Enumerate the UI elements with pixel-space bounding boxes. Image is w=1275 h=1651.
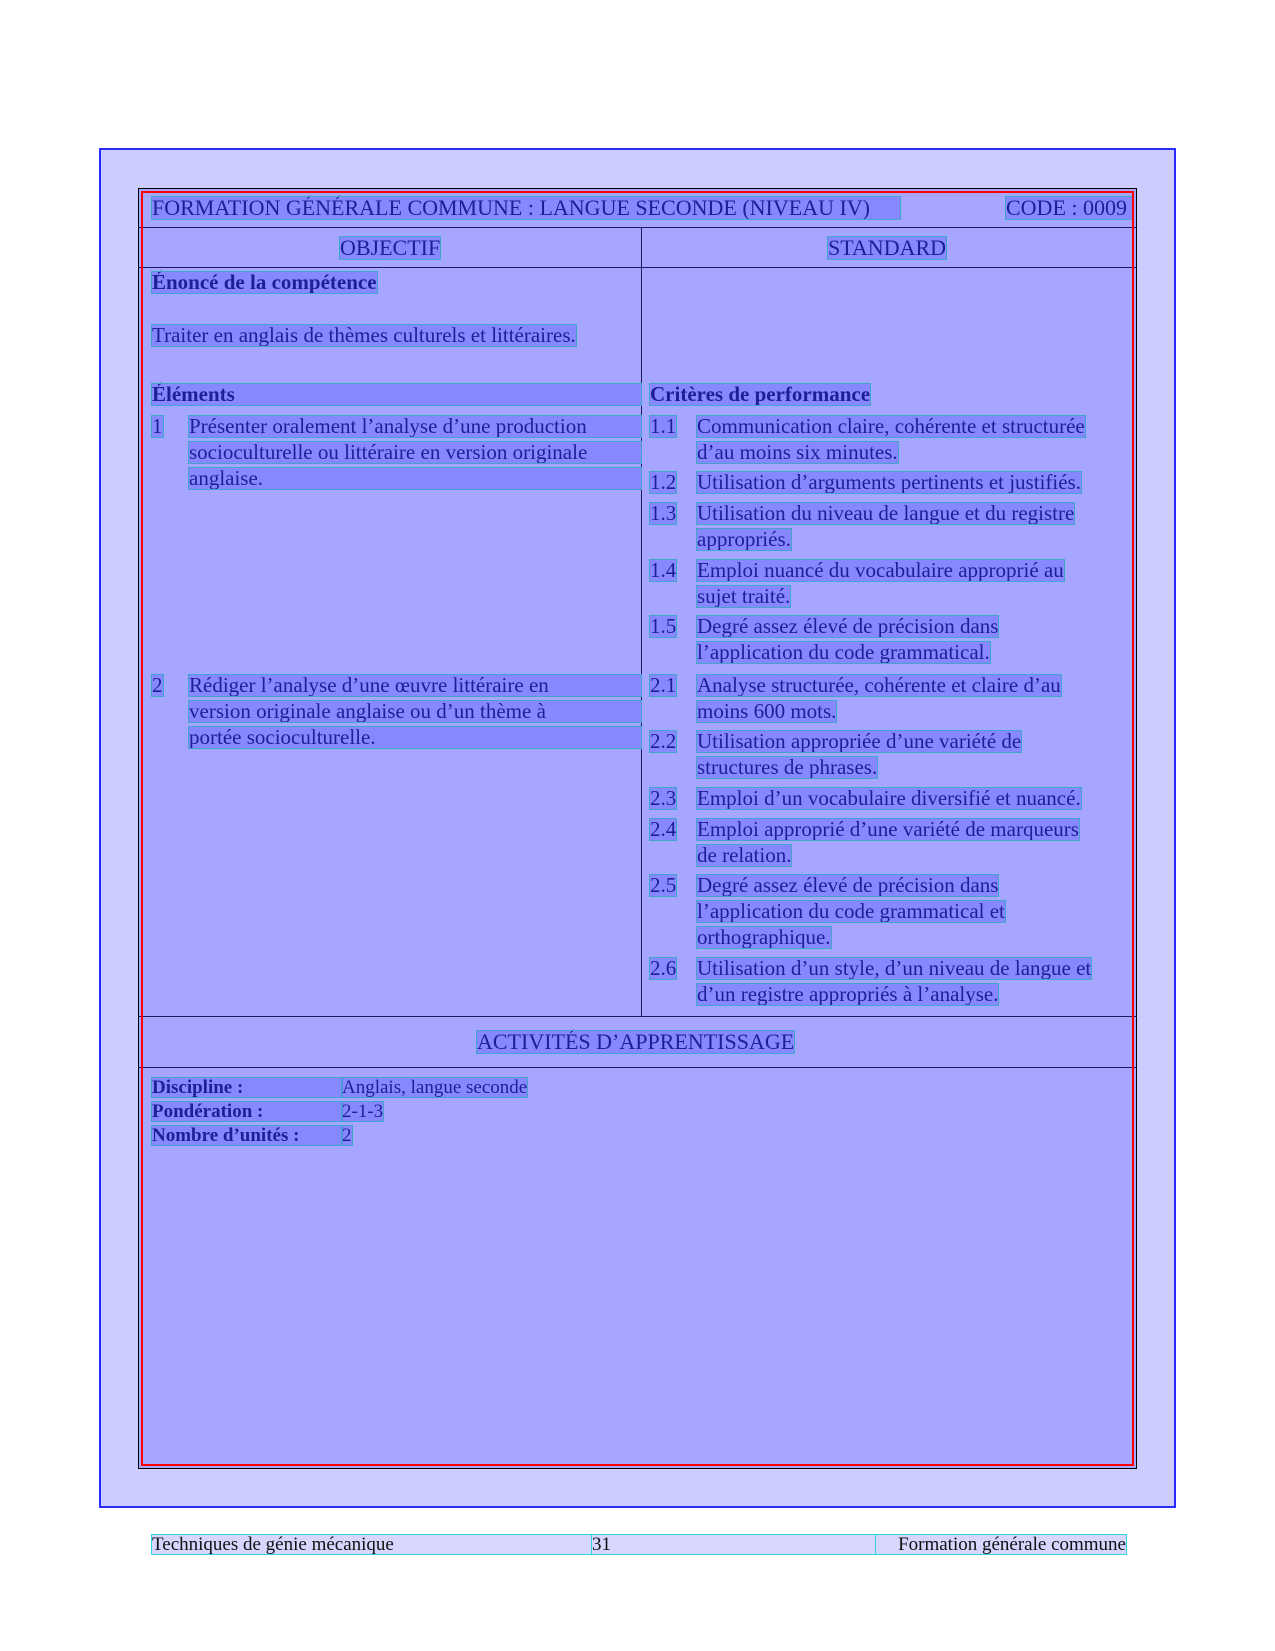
elements-heading: Éléments [152,384,641,405]
critere-text-line: Analyse structurée, cohérente et claire d’au [697,673,1061,697]
critere-number: 1.2 [650,470,677,494]
critere-number: 2.4 [650,817,677,841]
footer-right: Formation générale commune [876,1535,1126,1554]
critere-text-line: l’application du code grammatical. [697,640,990,664]
critere-text-line: orthographique. [697,925,831,949]
footer-page-number: 31 [592,1535,876,1554]
critere-number: 2.1 [650,673,677,697]
critere-number: 2.3 [650,786,677,810]
critere-text-line: Degré assez élevé de précision dans [697,614,999,638]
critere-text-line: moins 600 mots. [697,699,837,723]
element-number: 2 [152,673,163,697]
critere-number: 1.5 [650,614,677,638]
column-header-standard: STANDARD [828,235,947,260]
divider-columns-header [138,267,1137,268]
critere-text-line: Emploi d’un vocabulaire diversifié et nuancé. [697,786,1081,810]
criteres-heading: Critères de performance [650,382,871,406]
critere-text-line: structures de phrases. [697,755,878,779]
critere-text-line: appropriés. [697,527,791,551]
element-text-line: Rédiger l’analyse d’une œuvre littéraire en [189,675,641,696]
divider-header [138,227,1137,228]
form-code: CODE : 0009 [1006,197,1132,219]
critere-text-line: Utilisation d’un style, d’un niveau de langue et [697,956,1092,980]
critere-number: 1.3 [650,501,677,525]
unites-label: Nombre d’unités : [152,1126,342,1145]
unites-value: 2 [342,1125,352,1146]
element-text-line: anglaise. [189,468,641,489]
critere-number: 2.6 [650,956,677,980]
enonce-heading: Énoncé de la compétence [152,270,377,294]
critere-number: 2.2 [650,729,677,753]
form-title: FORMATION GÉNÉRALE COMMUNE : LANGUE SECONDE (NIVEAU IV) [152,197,900,219]
critere-text-line: Utilisation d’arguments pertinents et justifiés. [697,470,1081,494]
column-header-objectif: OBJECTIF [340,235,441,260]
element-text-line: socioculturelle ou littéraire en version originale [189,442,641,463]
critere-text-line: d’un registre appropriés à l’analyse. [697,982,999,1006]
critere-text-line: Degré assez élevé de précision dans [697,873,999,897]
activites-heading: ACTIVITÉS D’APPRENTISSAGE [477,1029,795,1054]
discipline-value: Anglais, langue seconde [342,1077,528,1098]
divider-activites-top [138,1016,1137,1017]
element-text-line: portée socioculturelle. [189,727,641,748]
ponderation-label: Pondération : [152,1102,342,1121]
critere-text-line: d’au moins six minutes. [697,440,898,464]
critere-text-line: de relation. [697,843,792,867]
critere-text-line: Emploi approprié d’une variété de marqueurs [697,817,1079,841]
enonce-text: Traiter en anglais de thèmes culturels et littéraires. [152,323,576,347]
divider-activites-bottom [138,1067,1137,1068]
footer-left: Techniques de génie mécanique [152,1535,592,1554]
critere-text-line: Utilisation appropriée d’une variété de [697,729,1022,753]
critere-number: 1.4 [650,558,677,582]
ponderation-value: 2-1-3 [342,1101,384,1122]
element-number: 1 [152,414,163,438]
critere-text-line: Emploi nuancé du vocabulaire approprié au [697,558,1064,582]
discipline-label: Discipline : [152,1078,342,1097]
element-text-line: version originale anglaise ou d’un thème à [189,701,641,722]
critere-text-line: sujet traité. [697,584,791,608]
critere-number: 1.1 [650,414,677,438]
critere-text-line: Communication claire, cohérente et structurée [697,414,1085,438]
critere-text-line: l’application du code grammatical et [697,899,1005,923]
critere-text-line: Utilisation du niveau de langue et du registre [697,501,1075,525]
divider-vertical [641,227,642,1016]
element-text-line: Présenter oralement l’analyse d’une production [189,416,641,437]
critere-number: 2.5 [650,873,677,897]
